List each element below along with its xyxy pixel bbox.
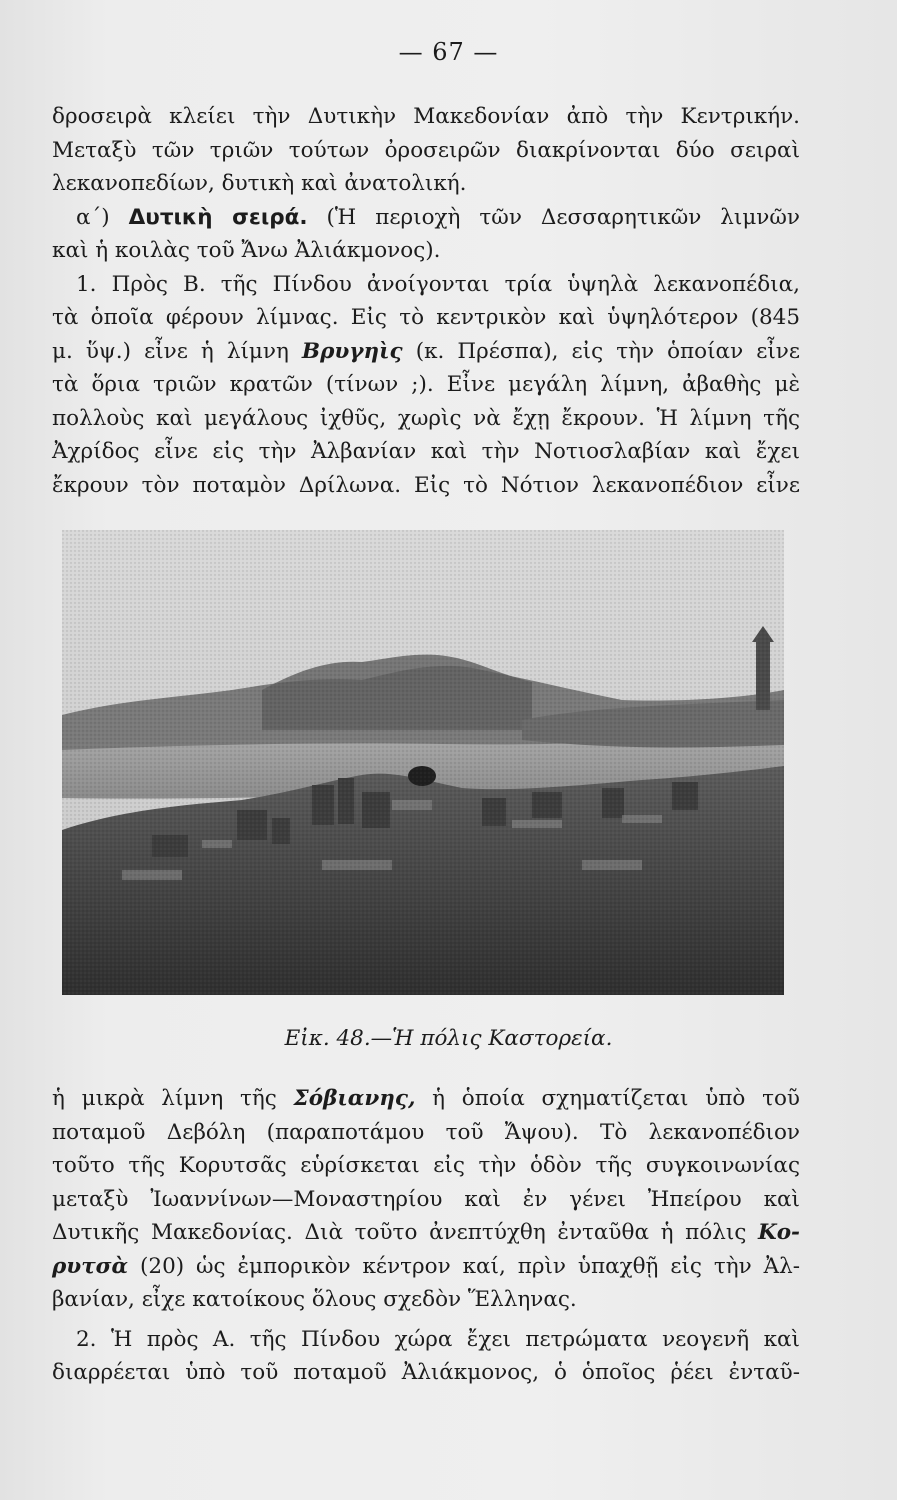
text-line: καὶ ἡ κοιλὰς τοῦ Ἄνω Ἀλιάκμονος). (52, 238, 441, 263)
text-line: μεταξὺ Ἰωαννίνων—Μοναστηρίου καὶ ἐν γένει Ἠπείρου καὶ (52, 1186, 800, 1212)
text-span: ἡ ὁποία σχηματίζεται ὑπὸ τοῦ (432, 1086, 800, 1111)
emphasis-term: ρυτσὰ (52, 1253, 129, 1279)
text-span: (κ. Πρέσπα), εἰς τὴν ὁποίαν εἶνε (415, 338, 800, 364)
text-span: ἡ μικρὰ λίμνη τῆς (52, 1086, 277, 1111)
section-heading-rest: (Ἡ περιοχὴ τῶν Δεσσαρητικῶν λιμνῶν (326, 204, 800, 230)
page-number: — 67 — (398, 38, 499, 66)
text-block-top (52, 100, 800, 502)
text-line-with-emphasis (52, 1082, 800, 1116)
text-line: 2. Ἡ πρὸς Α. τῆς Πίνδου χώρα ἔχει πετρώματα νεογενῆ καὶ (76, 1326, 800, 1352)
text-line: ἔκρουν τὸν ποταμὸν Δρίλωνα. Εἰς τὸ Νότιον λεκανοπέδιον εἶνε (52, 472, 800, 498)
photo-illustration (62, 530, 784, 995)
text-line: τὰ ὁποῖα φέρουν λίμνας. Εἰς τὸ κεντρικὸν καὶ ὑψηλότερον (845 (52, 305, 800, 330)
text-span: μ. ὕψ.) εἶνε ἡ λίμνη (52, 338, 289, 364)
text-block-bottom (52, 1082, 800, 1390)
text-line-with-emphasis (52, 1250, 800, 1284)
section-heading: Δυτικὴ σειρά. (128, 204, 308, 230)
figure-caption: Εἰκ. 48.—Ἡ πόλις Καστορεία. (284, 1026, 613, 1051)
halftone-grain (62, 530, 784, 995)
text-line-with-emphasis (52, 1216, 800, 1250)
text-line: τοῦτο τῆς Κορυτσᾶς εὑρίσκεται εἰς τὴν ὁδὸν τῆς συγκοινωνίας (52, 1153, 800, 1178)
emphasis-term: Βρυγηὶς (301, 338, 403, 364)
text-line: 1. Πρὸς Β. τῆς Πίνδου ἀνοίγονται τρία ὑψηλὰ λεκανοπέδια, (76, 271, 800, 297)
text-line-with-emphasis (52, 335, 800, 369)
text-span: (20) ὡς ἐμπορικὸν κέντρον καί, πρὶν ὑπαχθῇ εἰς τὴν Ἀλ- (140, 1253, 800, 1279)
text-line: Ἀχρίδος εἶνε εἰς τὴν Ἀλβανίαν καὶ τὴν Νοτιοσλαβίαν καὶ ἔχει (52, 439, 800, 464)
text-line: δροσειρὰ κλείει τὴν Δυτικὴν Μακεδονίαν ἀπὸ τὴν Κεντρικήν. (52, 104, 800, 129)
emphasis-term: Σόβιανης, (293, 1086, 416, 1111)
text-line: λεκανοπεδίων, δυτικὴ καὶ ἀνατολική. (52, 171, 467, 196)
text-line: ποταμοῦ Δεβόλη (παραποτάμου τοῦ Ἄψου). Τὸ λεκανοπέδιον (52, 1119, 800, 1145)
text-line: διαρρέεται ὑπὸ τοῦ ποταμοῦ Ἀλιάκμονος, ὁ ὁποῖος ῥέει ἐνταῦ- (52, 1360, 800, 1385)
text-line: Μεταξὺ τῶν τριῶν τούτων ὀροσειρῶν διακρίνονται δύο σειραὶ (52, 137, 800, 163)
text-line: βανίαν, εἶχε κατοίκους ὅλους σχεδὸν Ἕλληνας. (52, 1287, 577, 1312)
section-heading-line (52, 201, 800, 235)
figure-photo-kastoria (62, 530, 784, 995)
text-line: τὰ ὅρια τριῶν κρατῶν (τίνων ;). Εἶνε μεγάλη λίμνη, ἀβαθὴς μὲ (52, 372, 800, 397)
text-span: Δυτικῆς Μακεδονίας. Διὰ τοῦτο ἀνεπτύχθη ἐνταῦθα ἡ πόλις (52, 1220, 747, 1245)
text-line: πολλοὺς καὶ μεγάλους ἰχθῦς, χωρὶς νὰ ἔχῃ ἔκρουν. Ἡ λίμνη τῆς (52, 405, 800, 431)
section-prefix: α΄) (76, 204, 110, 230)
emphasis-term: Κο- (758, 1220, 800, 1245)
